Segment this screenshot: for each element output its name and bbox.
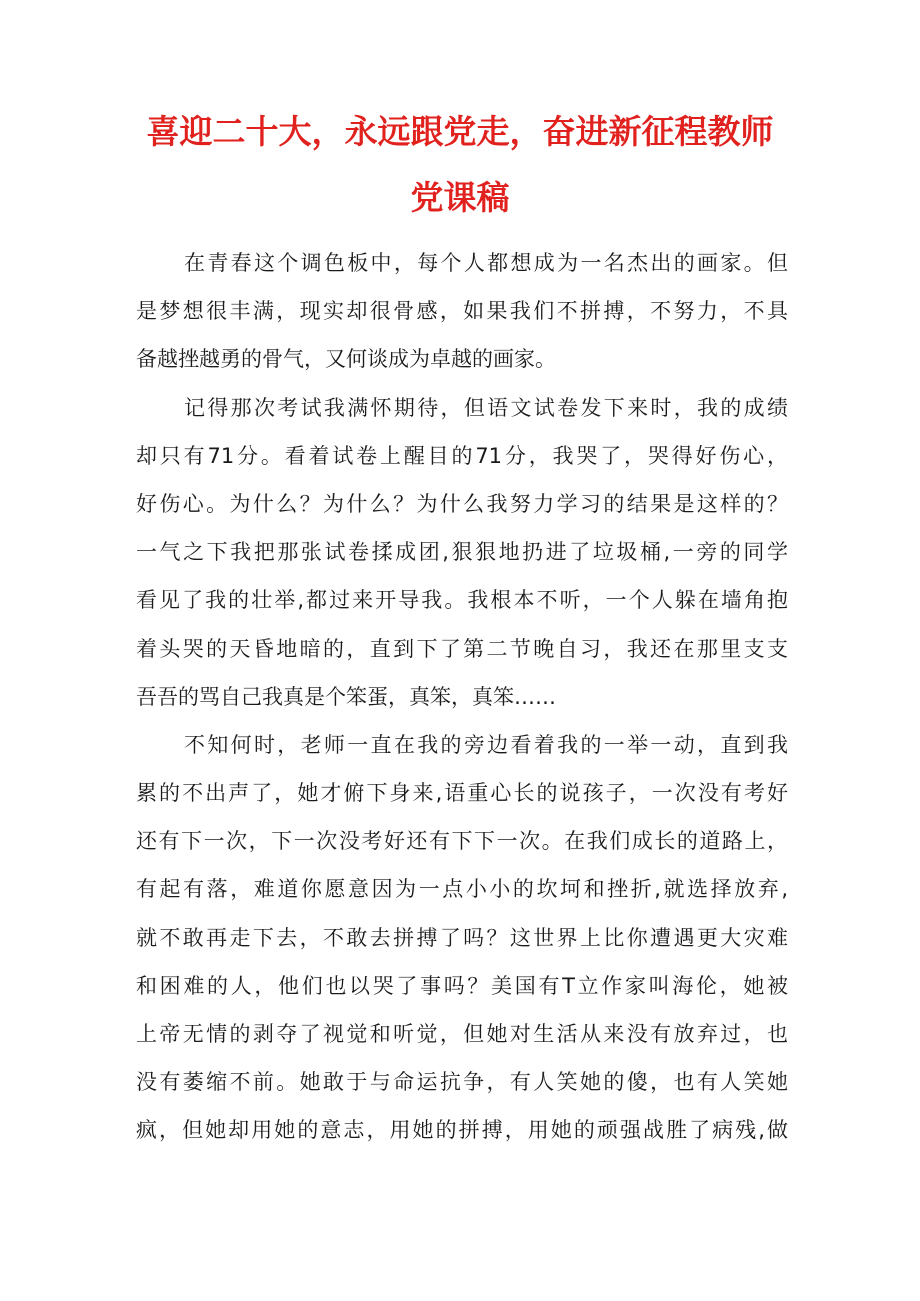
paragraph-line: 备越挫越勇的骨气，又何谈成为卓越的画家。 xyxy=(136,347,556,372)
paragraph-line: 就不敢再走下去，不敢去拼搏了吗？这世界上比你遭遇更大灾难 xyxy=(136,925,788,950)
paragraph-line: 看见了我的壮举,都过来开导我。我根本不听，一个人躲在墙角抱 xyxy=(136,588,788,613)
paragraph-2 xyxy=(136,384,788,721)
paragraph-line: 着头哭的天昏地暗的，直到下了第二节晚自习，我还在那里支支 xyxy=(136,636,788,661)
paragraph-line: 好伤心。为什么？为什么？为什么我努力学习的结果是这样的？ xyxy=(136,491,788,516)
paragraph-line: 却只有71分。看着试卷上醒目的71分，我哭了，哭得好伤心， xyxy=(136,443,788,468)
paragraph-line: 疯，但她却用她的意志，用她的拼搏，用她的顽强战胜了病残,做 xyxy=(136,1118,788,1143)
paragraph-line: 是梦想很丰满，现实却很骨感，如果我们不拼搏，不努力，不具 xyxy=(136,299,788,324)
paragraph-line: 和困难的人，他们也以哭了事吗？美国有T立作家叫海伦，她被 xyxy=(136,973,788,998)
paragraph-line: 记得那次考试我满怀期待，但语文试卷发下来时，我的成绩 xyxy=(184,395,788,420)
paragraph-line: 一气之下我把那张试卷揉成团,狠狠地扔进了垃圾桶,一旁的同学 xyxy=(136,540,788,565)
paragraph-3 xyxy=(136,721,788,1155)
paragraph-1 xyxy=(136,239,788,384)
paragraph-line: 还有下一次，下一次没考好还有下下一次。在我们成长的道路上， xyxy=(136,829,788,854)
paragraph-line: 在青春这个调色板中，每个人都想成为一名杰出的画家。但 xyxy=(184,251,788,275)
paragraph-line: 累的不出声了，她才俯下身来,语重心长的说孩子，一次没有考好 xyxy=(136,781,788,806)
document-body xyxy=(136,239,788,1155)
document-title-line-1: 喜迎二十大，永远跟党走，奋进新征程教师 xyxy=(146,112,774,151)
paragraph-line: 没有萎缩不前。她敢于与命运抗争，有人笑她的傻，也有人笑她 xyxy=(136,1070,788,1095)
paragraph-line: 有起有落，难道你愿意因为一点小小的坎坷和挫折,就选择放弃, xyxy=(136,877,788,902)
paragraph-line: 不知何时，老师一直在我的旁边看着我的一举一动，直到我 xyxy=(184,732,788,757)
document-title-line-2: 党课稿 xyxy=(410,178,510,217)
paragraph-line: 吾吾的骂自己我真是个笨蛋，真笨，真笨…… xyxy=(136,684,556,709)
paragraph-line: 上帝无情的剥夺了视觉和听觉，但她对生活从来没有放弃过，也 xyxy=(136,1022,788,1046)
